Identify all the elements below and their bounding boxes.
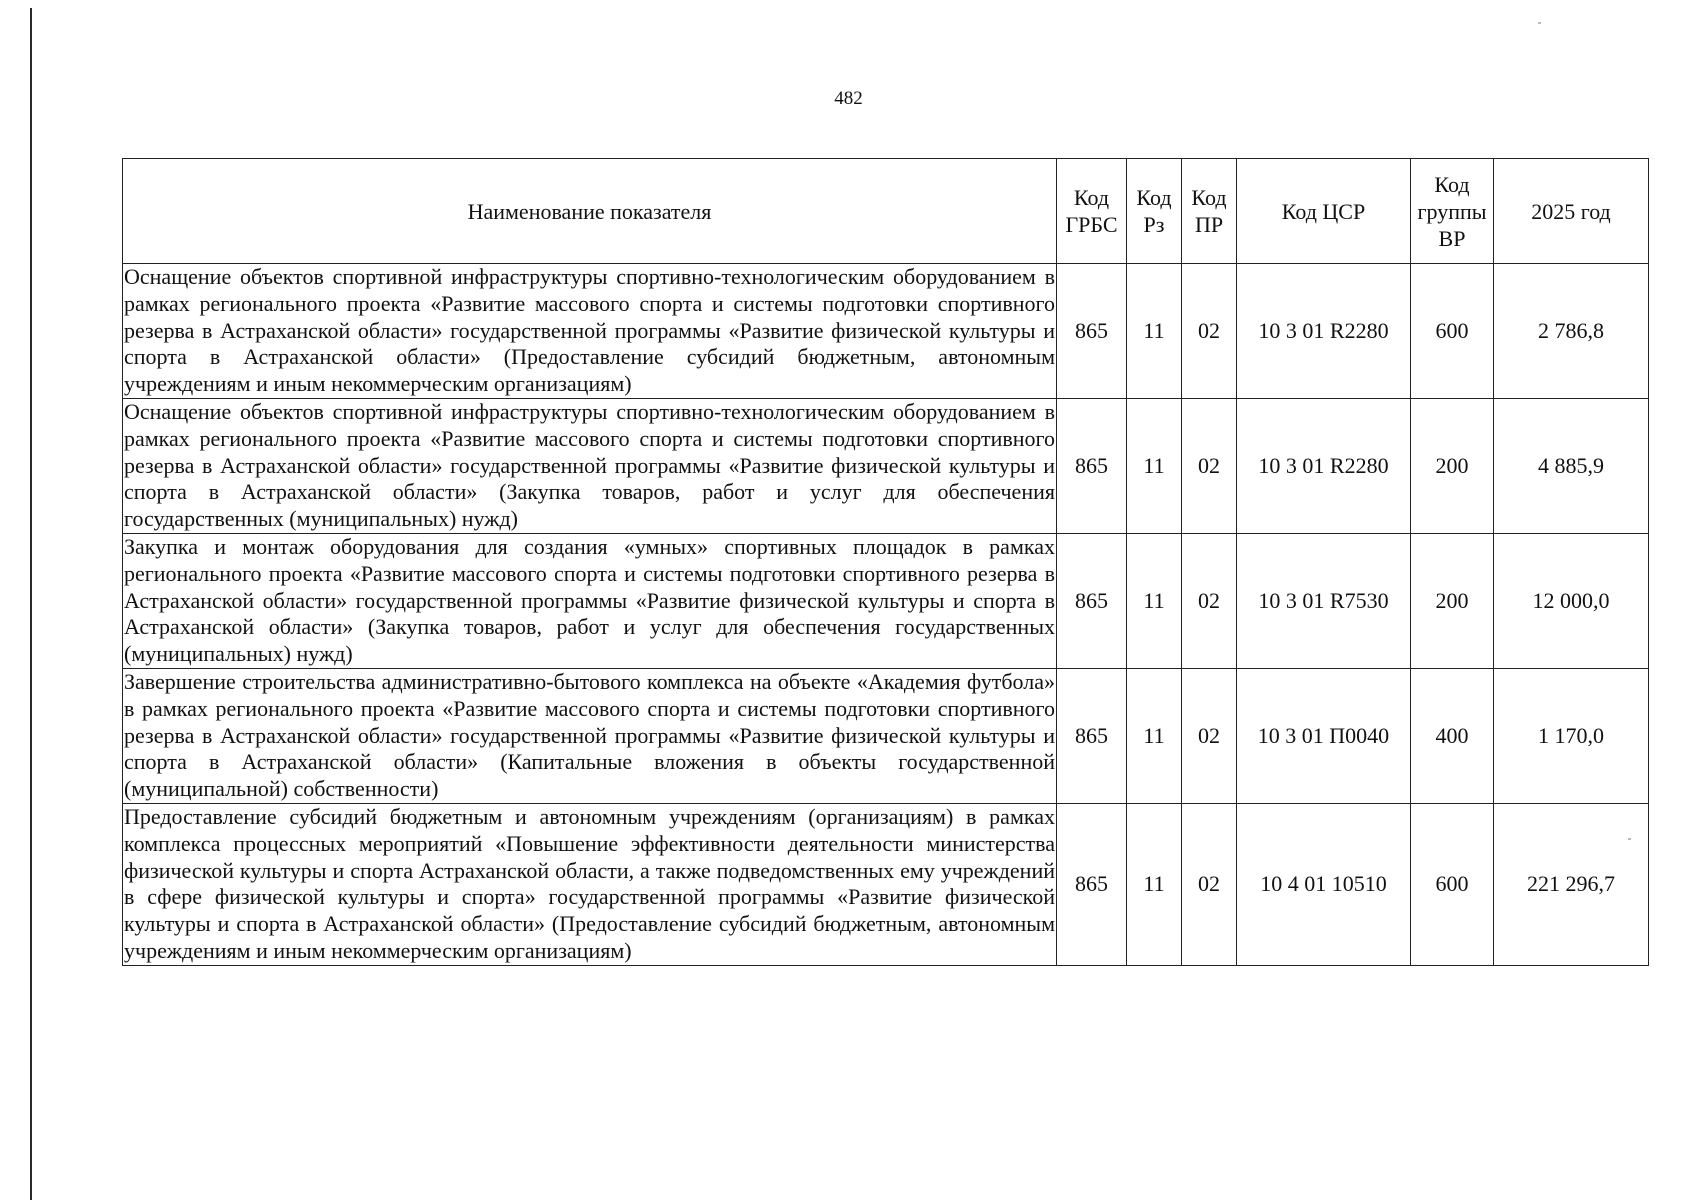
row-rz: 11 <box>1127 803 1182 965</box>
row-rz: 11 <box>1127 264 1182 399</box>
header-pr: Код ПР <box>1182 159 1237 264</box>
table-header-row <box>123 159 1649 264</box>
row-vr: 200 <box>1411 398 1494 533</box>
row-pr: 02 <box>1182 668 1237 803</box>
header-rz: Код Рз <box>1127 159 1182 264</box>
row-amount: 12 000,0 <box>1494 533 1649 668</box>
page-number: 482 <box>834 88 863 109</box>
row-name: Завершение строительства административно-бытового комплекса на объекте «Академия футбола» в рамках регионального проекта «Развитие массового спорта и системы подготовки спортивного резерва в Астраханской области» государственной программы «Развитие физической культуры и спорта в Астраханской области» (Капитальные вложения в объекты государственной (муниципальной) собственности) <box>123 668 1057 803</box>
binding-margin-line <box>30 8 32 1200</box>
row-name: Закупка и монтаж оборудования для создания «умных» спортивных площадок в рамках регионального проекта «Развитие массового спорта и системы подготовки спортивного резерва в Астраханской области» государственной программы «Развитие физической культуры и спорта в Астраханской области» (Закупка товаров, работ и услуг для обеспечения государственных (муниципальных) нужд) <box>123 533 1057 668</box>
table-row <box>123 803 1649 965</box>
row-pr: 02 <box>1182 803 1237 965</box>
row-rz: 11 <box>1127 668 1182 803</box>
row-vr: 600 <box>1411 264 1494 399</box>
row-amount: 2 786,8 <box>1494 264 1649 399</box>
header-year: 2025 год <box>1494 159 1649 264</box>
row-csr: 10 3 01 R7530 <box>1237 533 1411 668</box>
row-vr: 400 <box>1411 668 1494 803</box>
row-name: Предоставление субсидий бюджетным и автономным учреждениям (организациям) в рамках комплекса процессных мероприятий «Повышение эффективности деятельности министерства физической культуры и спорта Астраханской области, а также подведомственных ему учреждений в сфере физической культуры и спорта» государственной программы «Развитие физической культуры и спорта в Астраханской области» (Предоставление субсидий бюджетным, автономным учреждениям и иным некоммерческим организациям) <box>123 803 1057 965</box>
row-pr: 02 <box>1182 398 1237 533</box>
table-row <box>123 398 1649 533</box>
row-grbs: 865 <box>1057 264 1127 399</box>
table-row <box>123 533 1649 668</box>
row-grbs: 865 <box>1057 668 1127 803</box>
row-name: Оснащение объектов спортивной инфраструктуры спортивно-технологическим оборудованием в рамках регионального проекта «Развитие массового спорта и системы подготовки спортивного резерва в Астраханской области» государственной программы «Развитие физической культуры и спорта в Астраханской области» (Закупка товаров, работ и услуг для обеспечения государственных (муниципальных) нужд) <box>123 398 1057 533</box>
row-csr: 10 3 01 П0040 <box>1237 668 1411 803</box>
row-amount: 1 170,0 <box>1494 668 1649 803</box>
header-vr: Код группы ВР <box>1411 159 1494 264</box>
row-grbs: 865 <box>1057 533 1127 668</box>
row-csr: 10 3 01 R2280 <box>1237 264 1411 399</box>
row-csr: 10 4 01 10510 <box>1237 803 1411 965</box>
row-amount: 4 885,9 <box>1494 398 1649 533</box>
row-pr: 02 <box>1182 533 1237 668</box>
row-csr: 10 3 01 R2280 <box>1237 398 1411 533</box>
row-grbs: 865 <box>1057 398 1127 533</box>
row-rz: 11 <box>1127 533 1182 668</box>
table-row <box>123 668 1649 803</box>
table-row <box>123 264 1649 399</box>
row-amount: 221 296,7 <box>1494 803 1649 965</box>
header-grbs: Код ГРБС <box>1057 159 1127 264</box>
row-pr: 02 <box>1182 264 1237 399</box>
header-csr: Код ЦСР <box>1237 159 1411 264</box>
row-rz: 11 <box>1127 398 1182 533</box>
budget-table <box>122 158 1649 966</box>
scan-artifact <box>1538 22 1541 24</box>
row-name: Оснащение объектов спортивной инфраструктуры спортивно-технологическим оборудованием в рамках регионального проекта «Развитие массового спорта и системы подготовки спортивного резерва в Астраханской области» государственной программы «Развитие физической культуры и спорта в Астраханской области» (Предоставление субсидий бюджетным, автономным учреждениям и иным некоммерческим организациям) <box>123 264 1057 399</box>
row-grbs: 865 <box>1057 803 1127 965</box>
row-vr: 600 <box>1411 803 1494 965</box>
header-name: Наименование показателя <box>123 159 1057 264</box>
row-vr: 200 <box>1411 533 1494 668</box>
